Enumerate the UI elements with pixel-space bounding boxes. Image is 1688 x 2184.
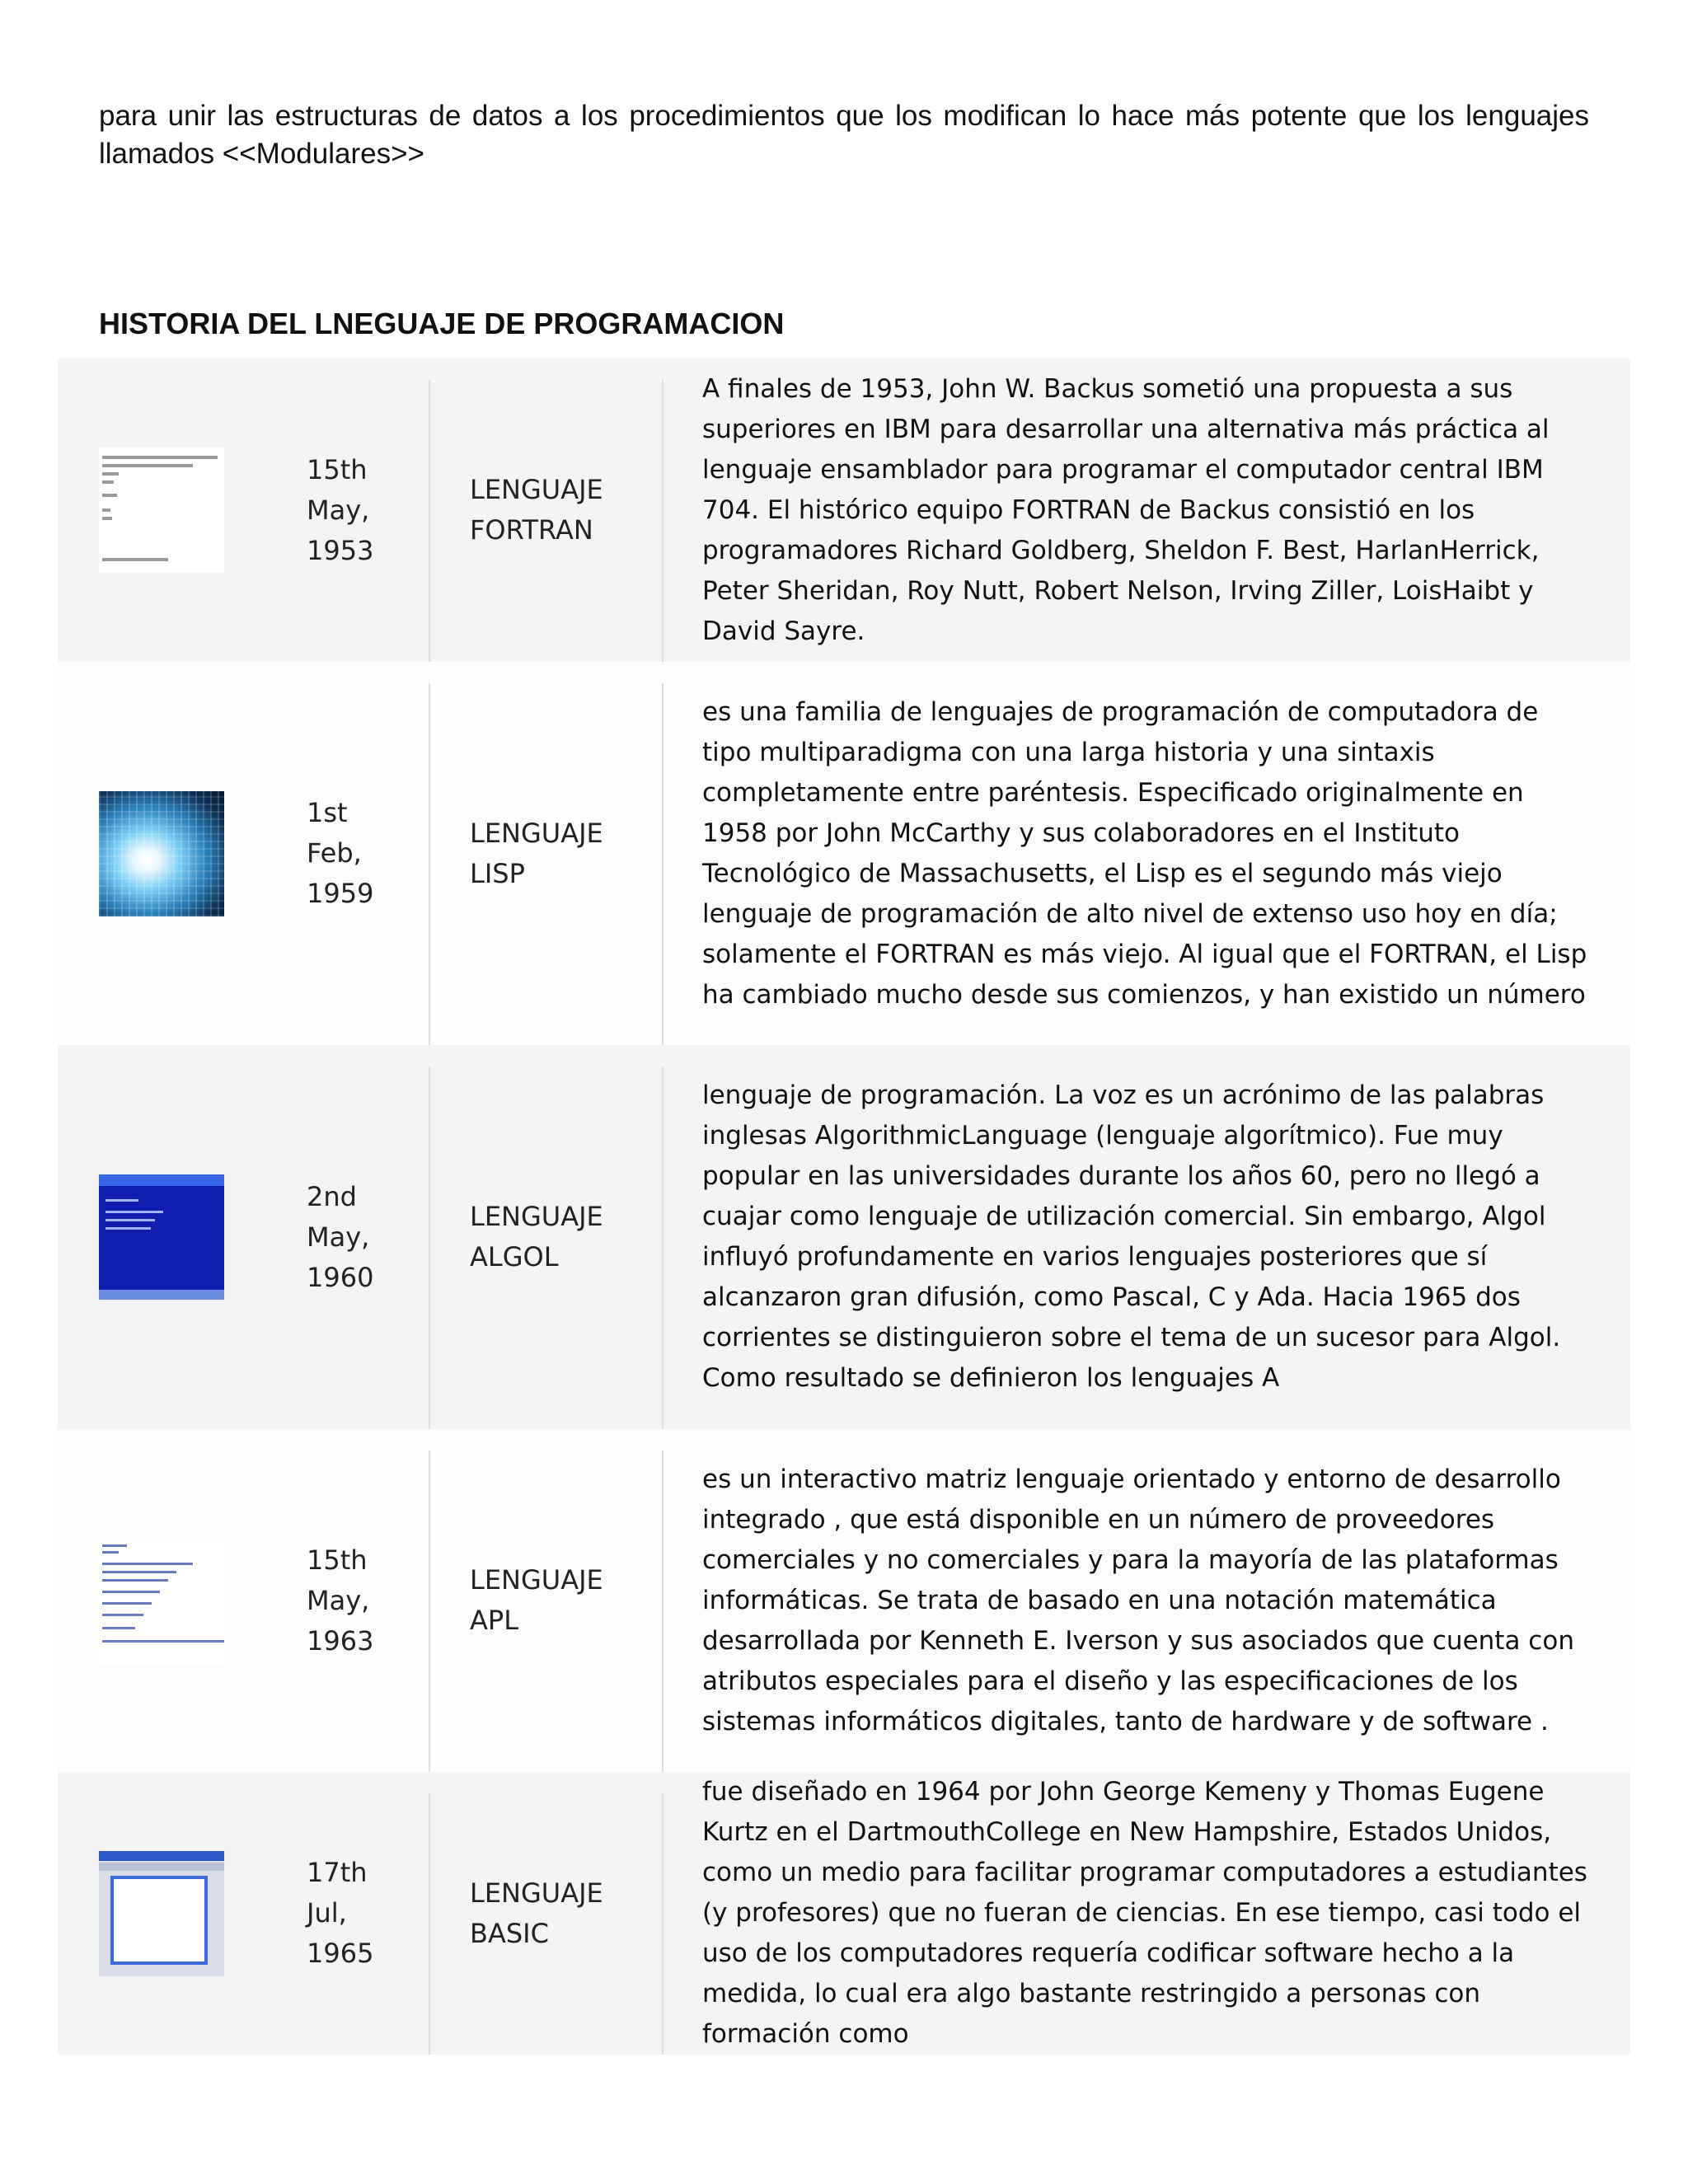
basic-thumbnail-image xyxy=(99,1851,224,1976)
timeline-row-basic xyxy=(58,1772,1630,2055)
timeline-row-apl xyxy=(58,1429,1630,1772)
language-description: es una familia de lenguajes de programación de computadora de tipo multiparadigma con una larga historia y una sintaxis completamente entre paréntesis. Especificado originalmente en 1958 por John McCarthy y sus colaboradores en el Instituto Tecnológico de Massachusetts, el Lisp es el segundo más viejo lenguaje de programación de alto nivel de extenso uso hoy en día; solamente el FORTRAN es más viejo. Al igual que el FORTRAN, el Lisp ha cambiado mucho desde sus comienzos, y han existido un número xyxy=(702,696,1587,1010)
column-divider xyxy=(662,380,663,662)
apl-thumbnail-image xyxy=(99,1538,224,1663)
column-divider xyxy=(429,1451,430,1772)
intro-paragraph: para unir las estructuras de datos a los procedimientos que los modifican lo hace más potente que los lenguajes llamados <<Modulares>> xyxy=(99,100,1589,170)
language-name: LENGUAJE ALGOL xyxy=(470,1201,603,1272)
lisp-thumbnail-image xyxy=(99,791,224,916)
column-divider xyxy=(662,1451,663,1772)
entry-date: 2nd May, 1960 xyxy=(307,1180,374,1293)
entry-date: 17th Jul, 1965 xyxy=(307,1857,374,1969)
timeline-table xyxy=(58,359,1630,2055)
fortran-thumbnail-image xyxy=(99,448,224,573)
column-divider xyxy=(429,380,430,662)
column-divider xyxy=(429,1793,430,2055)
column-divider xyxy=(429,1066,430,1429)
language-description: A finales de 1953, John W. Backus sometió una propuesta a sus superiores en IBM para desarrollar una alternativa más práctica al lenguaje ensamblador para programar el computador central IBM 704. El histórico equipo FORTRAN de Backus consistió en los programadores Richard Goldberg, Sheldon F. Best, HarlanHerrick, Peter Sheridan, Roy Nutt, Robert Nelson, Irving Ziller, LoisHaibt y David Sayre. xyxy=(702,373,1550,646)
algol-thumbnail-image xyxy=(99,1174,224,1300)
column-divider xyxy=(429,683,430,1045)
entry-date: 1st Feb, 1959 xyxy=(307,797,374,909)
language-description: es un interactivo matriz lenguaje orientado y entorno de desarrollo integrado , que está disponible en un número de proveedores comerciales y no comerciales y para la mayoría de las plataformas informáticas. Se trata de basado en una notación matemática desarrollada por Kenneth E. Iverson y sus asociados que cuenta con atributos especiales para el diseño y las especificaciones de los sistemas informáticos digitales, tanto de hardware y de software . xyxy=(702,1464,1574,1736)
column-divider xyxy=(662,683,663,1045)
column-divider xyxy=(662,1066,663,1429)
entry-date: 15th May, 1963 xyxy=(307,1544,374,1657)
language-name: LENGUAJE BASIC xyxy=(470,1877,603,1949)
timeline-row-algol xyxy=(58,1045,1630,1429)
language-name: LENGUAJE LISP xyxy=(470,817,603,889)
language-name: LENGUAJE APL xyxy=(470,1564,603,1636)
language-description: fue diseñado en 1964 por John George Kemeny y Thomas Eugene Kurtz en el DartmouthCollege en New Hampshire, Estados Unidos, como un medio para facilitar programar computadores a estudiantes (y profesores) que no fueran de ciencias. En ese tiempo, casi todo el uso de los computadores requería codificar software hecho a la medida, lo cual era algo bastante restringido a personas con formación como xyxy=(702,1777,1587,2049)
entry-date: 15th May, 1953 xyxy=(307,453,374,566)
column-divider xyxy=(662,1793,663,2055)
language-description: lenguaje de programación. La voz es un acrónimo de las palabras inglesas AlgorithmicLanguage (lenguaje algorítmico). Fue muy popular en las universidades durante los años 60, pero no llegó a cuajar como lenguaje de utilización comercial. Sin embargo, Algol influyó profundamente en varios lenguajes posteriores que sí alcanzaron gran difusión, como Pascal, C y Ada. Hacia 1965 dos corrientes se distinguieron sobre el tema de un sucesor para Algol. Como resultado se definieron los lenguajes A xyxy=(702,1080,1561,1393)
timeline-row-fortran xyxy=(58,359,1630,662)
section-heading: HISTORIA DEL LNEGUAJE DE PROGRAMACION xyxy=(99,307,785,340)
timeline-row-lisp xyxy=(58,662,1630,1045)
language-name: LENGUAJE FORTRAN xyxy=(470,474,603,546)
